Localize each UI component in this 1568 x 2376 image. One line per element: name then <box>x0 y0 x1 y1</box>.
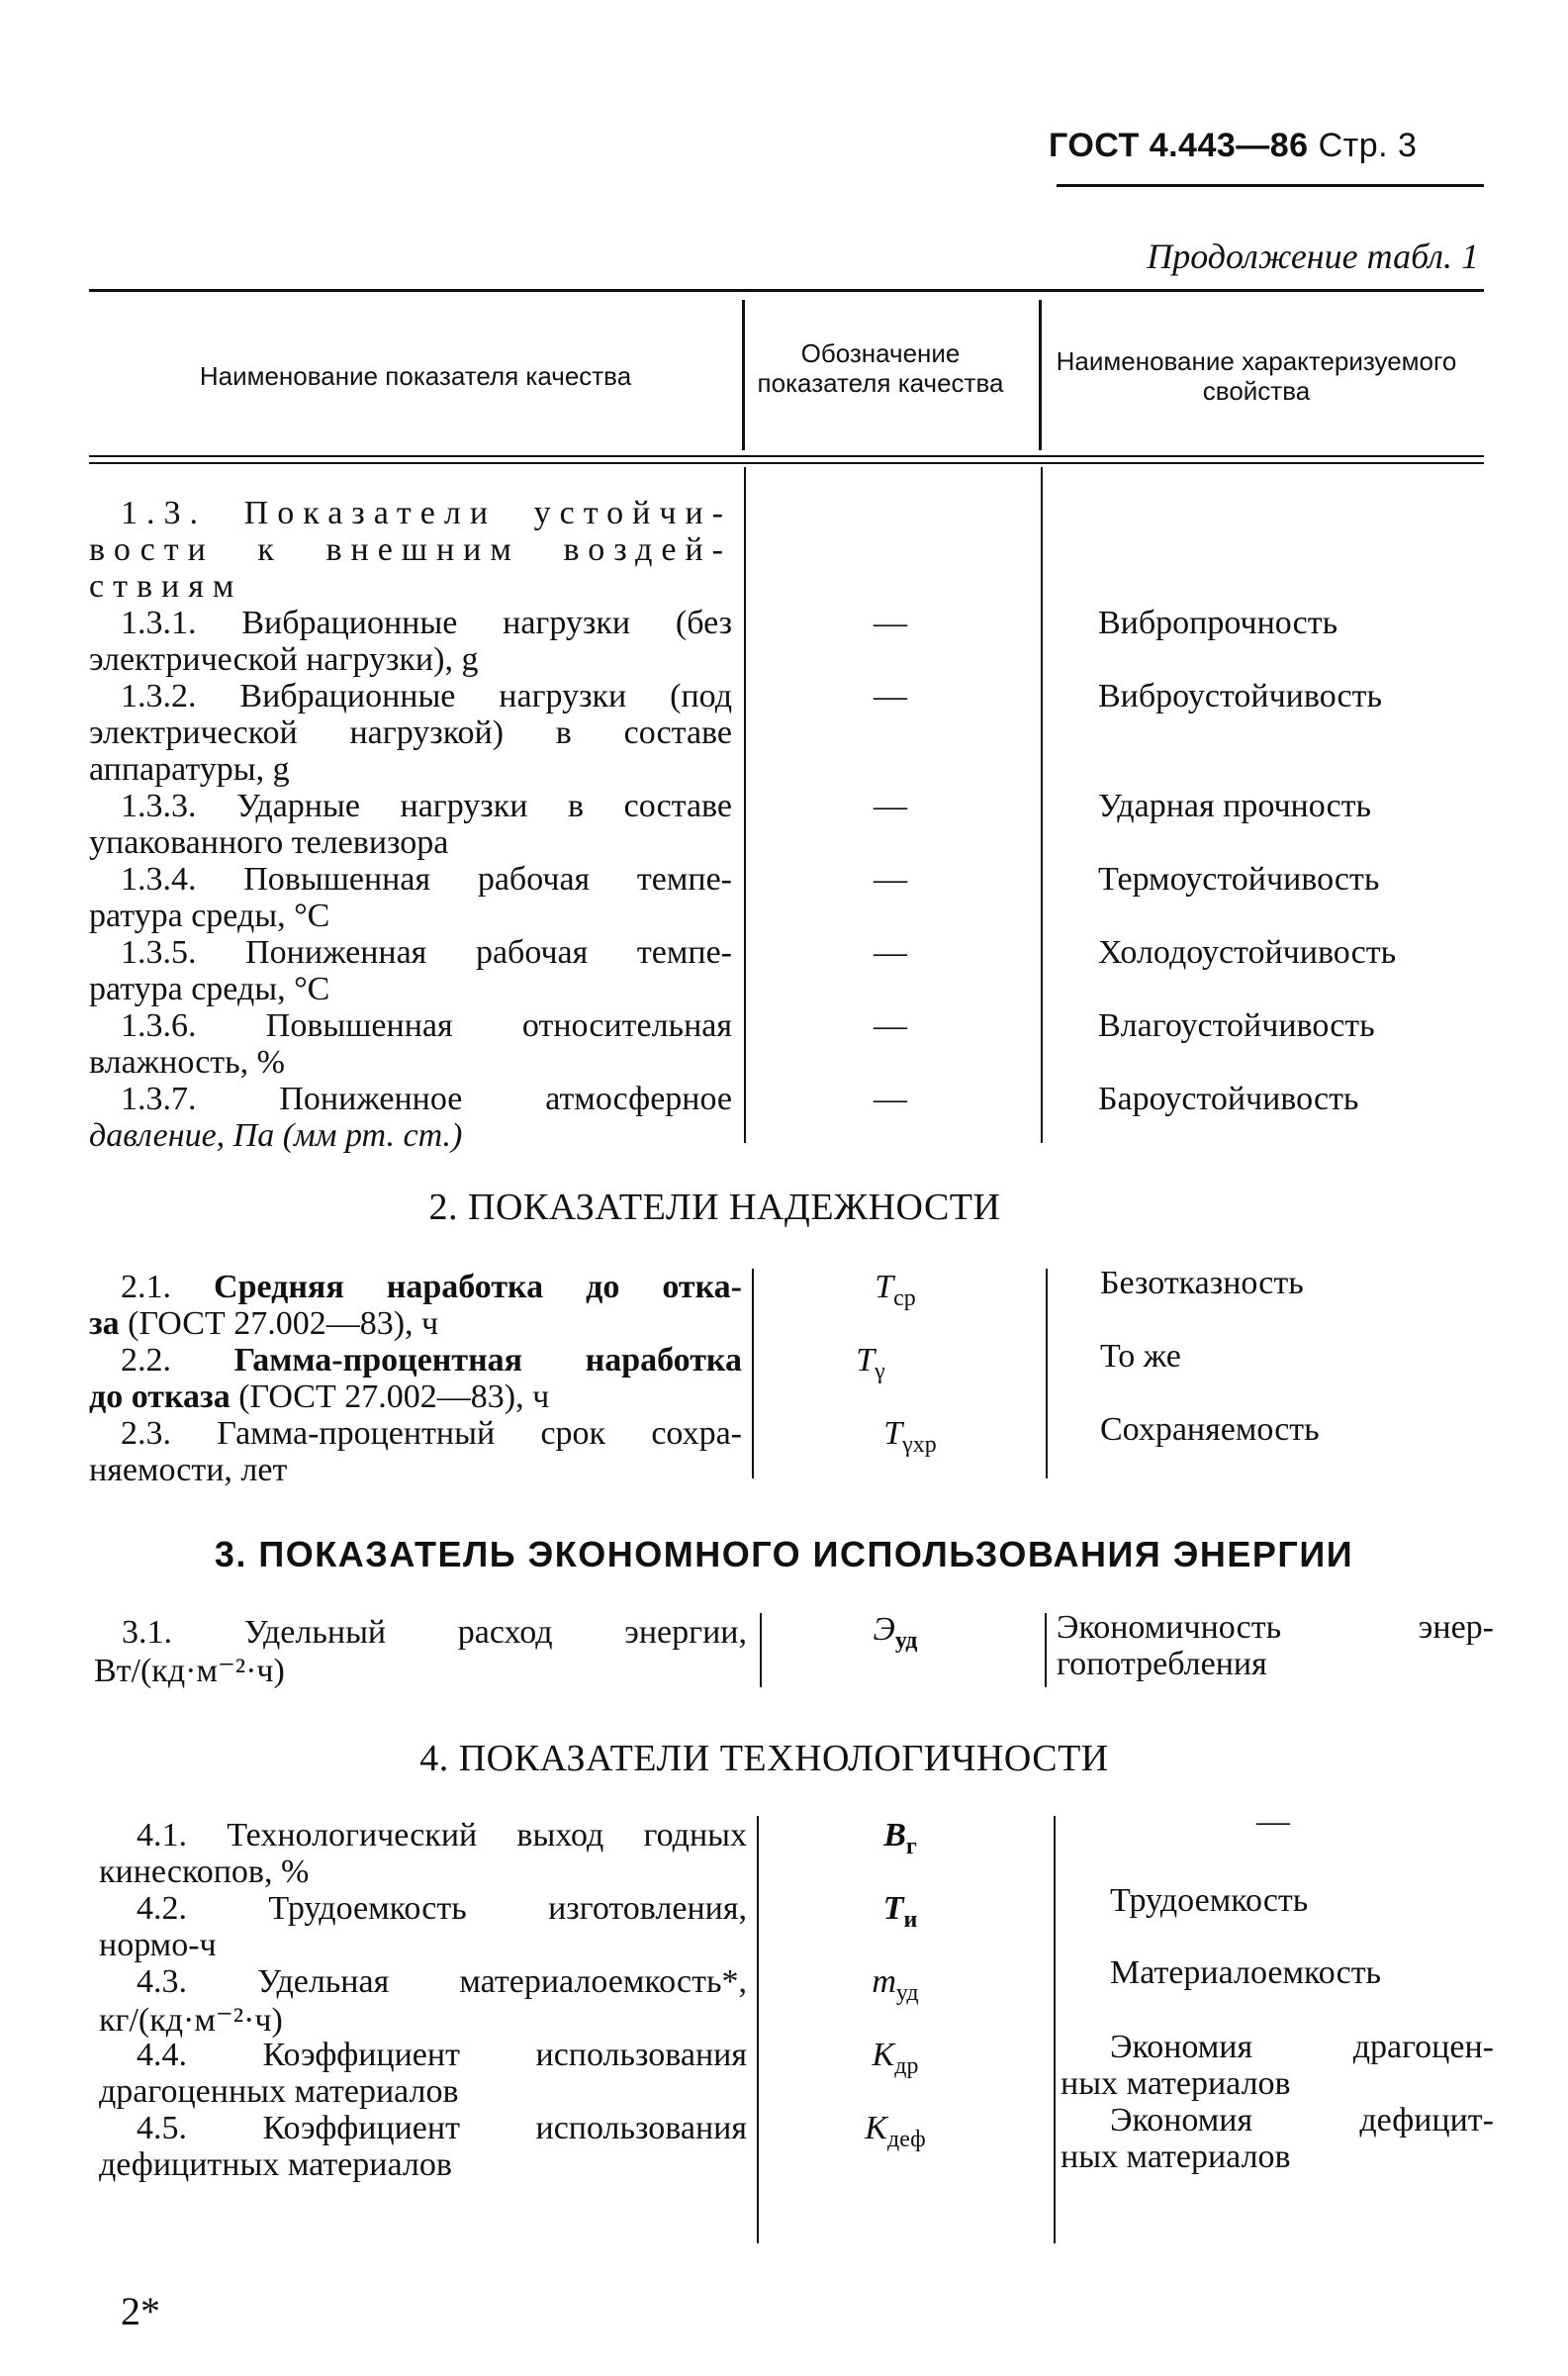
row-2-3-line-2: няемости, лет <box>89 1452 288 1488</box>
row-4-2-line-1: 4.2. Трудоемкость изготовления, <box>137 1890 747 1927</box>
row-4-1-symbol-subscript: г <box>905 1833 917 1859</box>
row-2-2-line-2 <box>89 1378 549 1415</box>
row-3-1-line-2: Вт/(кд·м⁻²·ч) <box>94 1653 285 1689</box>
row-2-2-number: 2.2. <box>121 1342 234 1378</box>
row-1-3-4-line-1: 1.3.4. Повышенная рабочая темпе- <box>121 861 732 898</box>
row-4-4-line-1: 4.4. Коэффициент использования <box>137 2037 747 2073</box>
row-2-2-reference: (ГОСТ 27.002—83), ч <box>230 1378 550 1415</box>
table-continuation-label: Продолжение табл. 1 <box>1147 237 1479 276</box>
row-4-1-property: — <box>1256 1803 1290 1840</box>
row-4-4-line-2: драгоценных материалов <box>99 2073 459 2110</box>
row-4-5-symbol-letter: K <box>865 2110 887 2146</box>
row-2-2-name-end: до отказа <box>89 1378 231 1415</box>
row-3-1-symbol-subscript: уд <box>894 1627 918 1654</box>
header-double-rule-2 <box>89 462 1484 464</box>
row-2-1-symbol <box>796 1269 994 1312</box>
row-1-3-2-property: Виброустойчивость <box>1098 678 1382 714</box>
row-2-3-property: Сохраняемость <box>1100 1411 1320 1448</box>
row-2-2-name: Гамма-процентная наработка <box>233 1342 743 1378</box>
row-4-4-property-line-2: ных материалов <box>1061 2065 1291 2102</box>
row-4-3-line-2: кг/(кд·м⁻²·ч) <box>99 2002 283 2039</box>
row-4-5-symbol-subscript: деф <box>886 2126 926 2152</box>
row-1-3-5-line-2: ратура среды, °С <box>89 971 330 1007</box>
row-2-3-symbol-subscript: γхр <box>902 1431 937 1458</box>
row-4-3-property: Материалоемкость <box>1110 1954 1382 1991</box>
s1-title-line-2: вости к внешним воздей- <box>89 531 732 568</box>
row-4-4-symbol <box>796 2037 994 2080</box>
row-2-1-line-1 <box>89 1269 742 1305</box>
row-4-5-line-2: дефицитных материалов <box>99 2146 452 2183</box>
row-4-4-symbol-letter: K <box>872 2037 895 2073</box>
s4-col-divider-1 <box>757 1816 759 2243</box>
row-2-3-symbol <box>811 1415 1009 1459</box>
row-3-1-line-1: 3.1. Удельный расход энергии, <box>122 1614 747 1651</box>
row-1-3-4-symbol: — <box>874 861 907 898</box>
row-2-1-symbol-letter: T <box>875 1269 894 1305</box>
section-3-title: 3. ПОКАЗАТЕЛЬ ЭКОНОМНОГО ИСПОЛЬЗОВАНИЯ ЭНЕРГИИ <box>214 1534 1354 1574</box>
row-4-1-line-1: 4.1. Технологический выход годных <box>137 1817 747 1853</box>
row-1-3-7-property: Бароустойчивость <box>1098 1081 1359 1117</box>
standard-header <box>1049 127 1417 165</box>
row-1-3-3-line-2: упакованного телевизора <box>89 824 449 861</box>
row-2-2-symbol-subscript: γ <box>875 1358 885 1384</box>
header-col-divider-2 <box>1039 300 1042 450</box>
section-2-title: 2. ПОКАЗАТЕЛИ НАДЕЖНОСТИ <box>428 1187 1001 1228</box>
row-1-3-7-symbol: — <box>874 1081 907 1117</box>
row-1-3-5-property: Холодоустойчивость <box>1098 934 1397 971</box>
row-4-3-symbol <box>796 1963 994 2007</box>
s3-col-divider-1 <box>760 1613 762 1687</box>
row-3-1-symbol <box>796 1611 994 1655</box>
row-4-3-symbol-subscript: уд <box>895 1979 919 2006</box>
column-header-property: Наименование характеризуемого свойства <box>1056 346 1457 406</box>
row-1-3-6-symbol: — <box>874 1007 907 1044</box>
row-4-5-line-1: 4.5. Коэффициент использования <box>137 2110 747 2146</box>
table-top-rule <box>89 289 1484 292</box>
row-4-2-symbol <box>801 1890 999 1934</box>
row-4-5-property-line-2: ных материалов <box>1061 2138 1291 2175</box>
row-3-1-symbol-letter: Э <box>873 1611 895 1648</box>
row-4-4-property-line-1: Экономия драгоцен- <box>1110 2029 1494 2065</box>
row-2-2-symbol-letter: T <box>856 1342 876 1378</box>
page-number: Стр. 3 <box>1318 127 1418 164</box>
row-1-3-7-line-2: давление, Па (мм рт. ст.) <box>89 1117 463 1154</box>
row-4-2-property: Трудоемкость <box>1110 1882 1309 1919</box>
row-1-3-2-line-1: 1.3.2. Вибрационные нагрузки (под <box>121 678 732 714</box>
column-header-symbol: Обозначение показателя качества <box>757 338 1004 398</box>
row-1-3-6-property: Влагоустойчивость <box>1098 1007 1375 1044</box>
row-1-3-3-symbol: — <box>874 788 907 824</box>
row-2-3-symbol-letter: T <box>883 1415 903 1452</box>
s1-title-line-3: ствиям <box>89 568 243 605</box>
row-2-1-symbol-subscript: ср <box>893 1284 916 1311</box>
s2-col-divider-1 <box>752 1269 754 1478</box>
row-4-3-line-1: 4.3. Удельная материалоемкость*, <box>137 1963 747 2000</box>
row-2-2-property: То же <box>1100 1338 1181 1375</box>
header-double-rule-1 <box>89 455 1484 457</box>
s1-title-line-1: 1.3. Показатели устойчи- <box>121 495 732 531</box>
row-3-1-property-line-1: Экономичность энер- <box>1057 1609 1494 1646</box>
row-2-2-symbol <box>772 1342 969 1385</box>
column-header-name: Наименование показателя качества <box>199 361 632 391</box>
row-4-5-property-line-1: Экономия дефицит- <box>1110 2102 1494 2138</box>
s2-col-divider-2 <box>1046 1269 1048 1478</box>
row-2-1-line-2 <box>89 1305 438 1342</box>
s1-col-divider-1 <box>744 467 746 1143</box>
row-3-1-property-line-2: гопотребления <box>1057 1646 1267 1682</box>
row-4-1-symbol-letter: B <box>883 1817 906 1853</box>
row-1-3-2-symbol: — <box>874 678 907 714</box>
s1-col-divider-2 <box>1041 467 1043 1143</box>
row-2-1-reference: (ГОСТ 27.002—83), ч <box>119 1305 439 1342</box>
row-4-2-symbol-letter: T <box>882 1890 904 1927</box>
row-2-3-line-1: 2.3. Гамма-процентный срок сохра- <box>121 1415 742 1452</box>
row-2-1-name-end: за <box>89 1305 120 1342</box>
row-1-3-4-line-2: ратура среды, °С <box>89 898 330 934</box>
row-1-3-5-symbol: — <box>874 934 907 971</box>
row-4-4-symbol-subscript: др <box>894 2052 919 2079</box>
row-1-3-3-property: Ударная прочность <box>1098 788 1372 824</box>
row-1-3-2-line-3: аппаратуры, g <box>89 751 290 788</box>
row-4-2-symbol-subscript: и <box>903 1906 918 1933</box>
row-2-2-line-1 <box>89 1342 742 1378</box>
row-4-1-line-2: кинескопов, % <box>99 1853 310 1890</box>
row-4-3-symbol-letter: m <box>872 1963 896 2000</box>
row-1-3-5-line-1: 1.3.5. Пониженная рабочая темпе- <box>121 934 732 971</box>
row-1-3-1-line-2: электрической нагрузки), g <box>89 641 479 678</box>
row-1-3-6-line-1: 1.3.6. Повышенная относительная <box>121 1007 732 1044</box>
standard-number: ГОСТ 4.443—86 <box>1049 127 1309 164</box>
row-1-3-1-symbol: — <box>874 605 907 641</box>
row-1-3-3-line-1: 1.3.3. Ударные нагрузки в составе <box>121 788 732 824</box>
row-1-3-7-line-1: 1.3.7. Пониженное атмосферное <box>121 1081 732 1117</box>
row-4-2-line-2: нормо-ч <box>99 1927 217 1963</box>
row-2-1-name: Средняя наработка до отка- <box>214 1269 743 1305</box>
row-4-1-symbol <box>801 1817 999 1860</box>
row-1-3-6-line-2: влажность, % <box>89 1044 285 1081</box>
row-1-3-2-line-2: электрической нагрузкой) в составе <box>89 714 732 751</box>
row-2-1-number: 2.1. <box>121 1269 215 1305</box>
section-4-title: 4. ПОКАЗАТЕЛИ ТЕХНОЛОГИЧНОСТИ <box>419 1738 1109 1779</box>
header-rule <box>1057 184 1484 187</box>
header-col-divider-1 <box>742 300 745 450</box>
s3-col-divider-2 <box>1045 1613 1047 1687</box>
row-1-3-1-property: Вибропрочность <box>1098 605 1338 641</box>
row-1-3-4-property: Термоустойчивость <box>1098 861 1380 898</box>
s4-col-divider-2 <box>1054 1816 1056 2243</box>
page-footer-mark: 2* <box>121 2289 160 2333</box>
row-1-3-1-line-1: 1.3.1. Вибрационные нагрузки (без <box>121 605 732 641</box>
row-4-5-symbol <box>796 2110 994 2153</box>
row-2-1-property: Безотказность <box>1100 1265 1304 1301</box>
